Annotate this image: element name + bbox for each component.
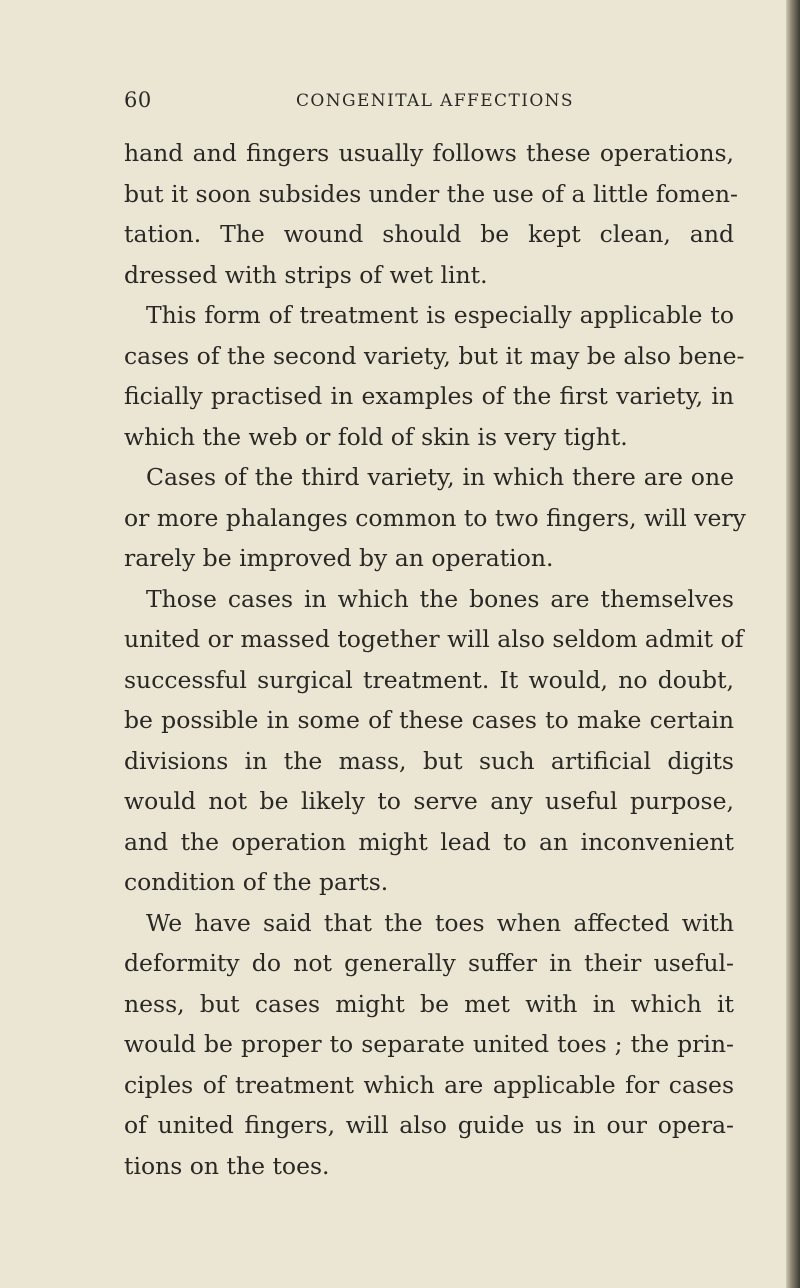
text-line: and the operation might lead to an inconvenient xyxy=(124,827,734,856)
text-line: successful surgical treatment. It would, no doubt, xyxy=(124,665,734,694)
text-line: hand and fingers usually follows these operations, xyxy=(124,139,734,167)
text-line: which the web or fold of skin is very tight. xyxy=(124,422,628,451)
text-line: divisions in the mass, but such artificial digits xyxy=(124,746,734,775)
text-line: condition of the parts. xyxy=(124,868,389,896)
text-line: of united fingers, will also guide us in our opera- xyxy=(124,1111,734,1139)
running-head: CONGENITAL AFFECTIONS xyxy=(296,91,574,111)
page-header xyxy=(124,88,744,118)
text-line: This form of treatment is especially applicable to xyxy=(146,301,734,329)
page-edge-shadow xyxy=(786,0,800,1288)
text-line: rarely be improved by an operation. xyxy=(124,544,554,572)
text-line: tation. The wound should be kept clean, and xyxy=(124,220,734,248)
page-number: 60 xyxy=(124,88,152,112)
text-line: Cases of the third variety, in which there are one xyxy=(146,463,734,491)
text-line: ficially practised in examples of the first variety, in xyxy=(124,382,734,410)
text-line: would not be likely to serve any useful purpose, xyxy=(124,787,734,815)
paragraph xyxy=(124,579,744,903)
text-line: dressed with strips of wet lint. xyxy=(124,260,488,289)
body-text xyxy=(124,133,746,1186)
text-line: Those cases in which the bones are themselves xyxy=(146,584,734,613)
text-line: We have said that the toes when affected with xyxy=(146,908,734,937)
text-line: ciples of treatment which are applicable for cases xyxy=(124,1070,734,1099)
text-line: deformity do not generally suffer in their useful- xyxy=(124,949,734,977)
paragraph xyxy=(124,295,745,457)
text-line: tions on the toes. xyxy=(124,1151,330,1180)
text-line: be possible in some of these cases to make certain xyxy=(124,706,734,734)
paragraph xyxy=(124,457,746,579)
text-line: but it soon subsides under the use of a little fomen- xyxy=(124,179,738,208)
text-line: cases of the second variety, but it may be also bene- xyxy=(124,341,745,370)
paragraph xyxy=(124,903,734,1187)
text-line: would be proper to separate united toes ; the prin- xyxy=(124,1030,734,1058)
paragraph xyxy=(124,133,738,295)
text-line: ness, but cases might be met with in which it xyxy=(124,989,734,1018)
text-line: united or massed together will also seldom admit of xyxy=(124,625,744,653)
text-line: or more phalanges common to two fingers, will very xyxy=(124,503,746,532)
